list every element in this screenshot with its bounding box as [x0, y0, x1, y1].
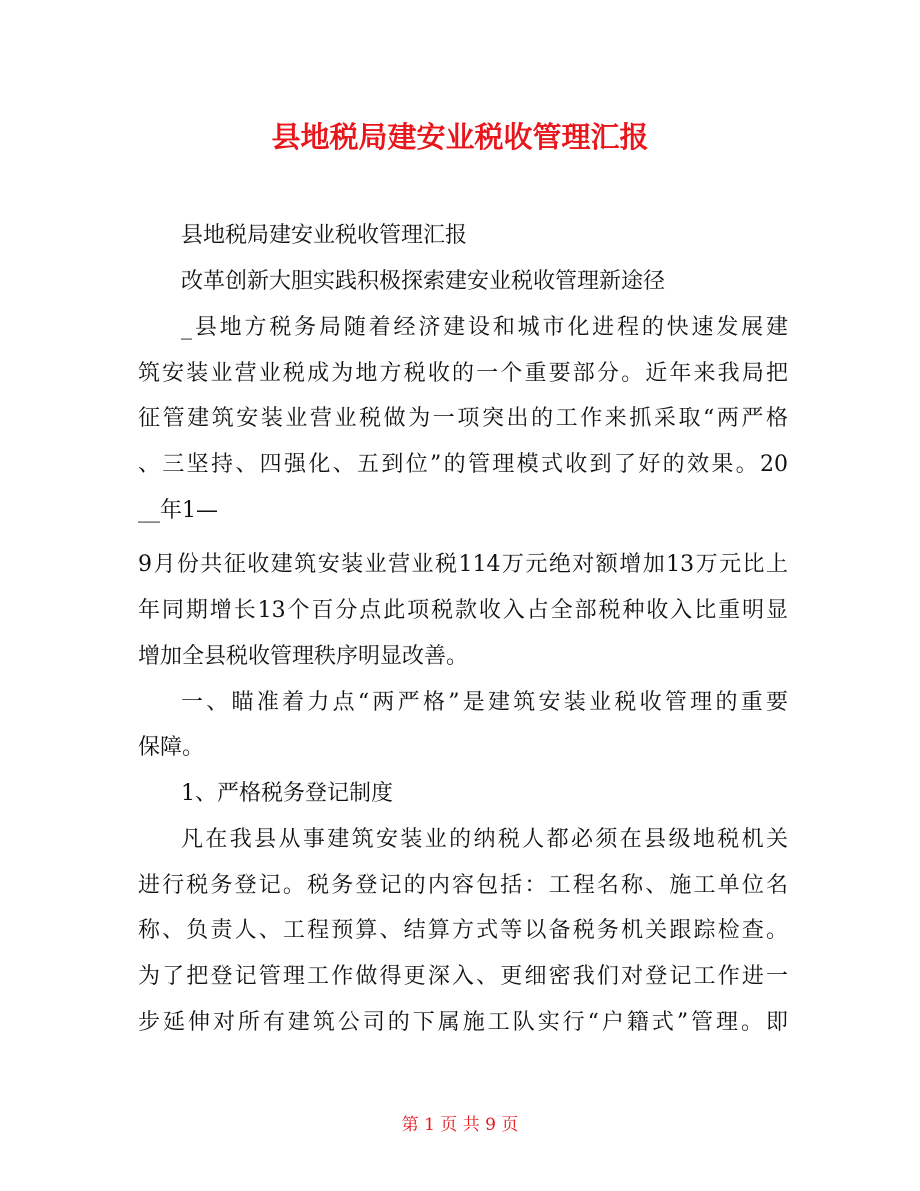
section-heading-line: 一、瞄准着力点“两严格”是建筑安装业税收管理的重要 [181, 690, 788, 715]
heading-line: 改革创新大胆实践积极探索建安业税收管理新途径 [181, 269, 666, 294]
body-line: 筑安装业营业税成为地方税收的一个重要部分。近年来我局把 [138, 361, 788, 386]
body-line: 9月份共征收建筑安装业营业税114万元绝对额增加13万元比上 [138, 552, 788, 577]
body-line: _县地方税务局随着经济建设和城市化进程的快速发展建 [181, 315, 788, 340]
page-number: 第 1 页 共 9 页 [401, 1115, 519, 1135]
body-line: 增加全县税收管理秩序明显改善。 [138, 644, 469, 669]
section-heading-line: 保障。 [138, 735, 205, 760]
body-line: 为了把登记管理工作做得更深入、更细密我们对登记工作进一 [138, 964, 788, 989]
body-line: 征管建筑安装业营业税做为一项突出的工作来抓采取“两严格 [138, 406, 788, 431]
body-line: 称、负责人、工程预算、结算方式等以备税务机关跟踪检查。 [138, 918, 788, 943]
body-line: 步延伸对所有建筑公司的下属施工队实行“户籍式”管理。即 [138, 1010, 788, 1035]
body-line: 、三坚持、四强化、五到位”的管理模式收到了好的效果。20 [138, 452, 788, 477]
body-line: 进行税务登记。税务登记的内容包括：工程名称、施工单位名 [138, 873, 788, 898]
document-title: 县地税局建安业税收管理汇报 [271, 120, 649, 154]
subtitle-line: 县地税局建安业税收管理汇报 [181, 223, 468, 248]
body-line: __年1— [138, 498, 218, 523]
body-line: 凡在我县从事建筑安装业的纳税人都必须在县级地税机关 [181, 827, 788, 852]
body-line: 年同期增长13个百分点此项税款收入占全部税种收入比重明显 [138, 598, 788, 623]
subsection-heading: 1、严格税务登记制度 [181, 781, 393, 806]
